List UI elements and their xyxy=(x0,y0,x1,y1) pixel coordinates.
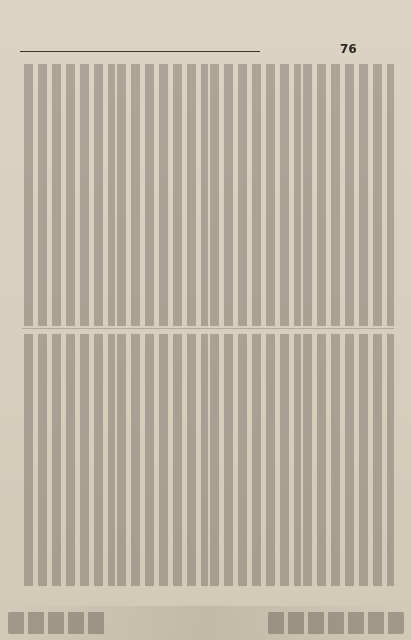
text-column-bottom-4 xyxy=(24,334,115,586)
text-column-top-4 xyxy=(24,64,115,326)
text-column-bottom-3 xyxy=(117,334,208,586)
bottom-tier xyxy=(22,334,394,586)
watermark-band xyxy=(0,606,411,640)
watermark-logo-left xyxy=(8,612,108,634)
text-column-top-2 xyxy=(210,64,301,326)
text-column-bottom-2 xyxy=(210,334,301,586)
page-number: 76 xyxy=(340,42,357,56)
running-header xyxy=(0,38,411,62)
text-column-top-1 xyxy=(303,64,394,326)
text-column-top-3 xyxy=(117,64,208,326)
text-column-bottom-1 xyxy=(303,334,394,586)
header-rule xyxy=(20,51,260,52)
watermark-logo-right xyxy=(268,612,404,634)
tier-divider xyxy=(22,328,394,329)
top-tier xyxy=(22,64,394,326)
